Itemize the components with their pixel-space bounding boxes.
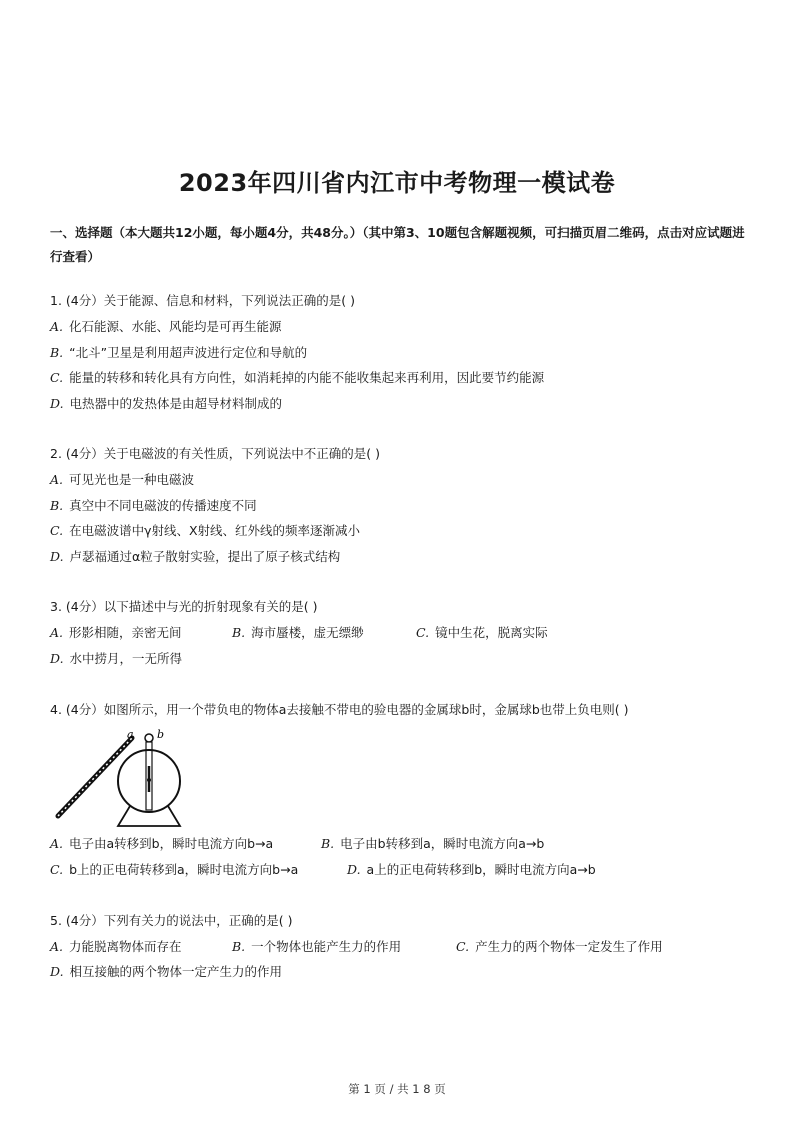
section-heading: 一、选择题（本大题共12小题，每小题4分，共48分。）（其中第3、10题包含解题视频，可扫描页眉二维码，点击对应试题进行查看） bbox=[50, 225, 745, 264]
option-letter: B. bbox=[321, 836, 335, 851]
option-text: 海市蜃楼，虚无缥缈 bbox=[251, 625, 364, 640]
q2-option-d bbox=[50, 548, 340, 566]
option-letter: D. bbox=[50, 651, 64, 666]
label-a: a bbox=[127, 728, 134, 741]
option-text: 形影相随，亲密无间 bbox=[69, 625, 182, 640]
option-letter: A. bbox=[50, 625, 64, 640]
question-2-stem: 2. (4分）关于电磁波的有关性质，下列说法中不正确的是( ) bbox=[50, 446, 380, 461]
electroscope-diagram bbox=[50, 726, 200, 830]
q2-option-b bbox=[50, 497, 257, 515]
option-text: 水中捞月，一无所得 bbox=[69, 651, 183, 666]
option-text: 一个物体也能产生力的作用 bbox=[251, 939, 402, 954]
option-text: 能量的转移和转化具有方向性，如消耗掉的内能不能收集起来再利用，因此要节约能源 bbox=[69, 370, 545, 385]
option-letter: C. bbox=[456, 939, 470, 954]
option-text: 电子由a转移到b，瞬时电流方向b→a bbox=[69, 836, 274, 851]
q3-option-d bbox=[50, 650, 182, 668]
option-text: 产生力的两个物体一定发生了作用 bbox=[475, 939, 663, 954]
option-text: 相互接触的两个物体一定产生力的作用 bbox=[69, 964, 283, 979]
option-text: b上的正电荷转移到a，瞬时电流方向b→a bbox=[69, 862, 299, 877]
option-text: 化石能源、水能、风能均是可再生能源 bbox=[69, 319, 282, 334]
question-1-stem: 1. (4分）关于能源、信息和材料，下列说法正确的是( ) bbox=[50, 293, 355, 308]
option-text: “北斗”卫星是利用超声波进行定位和导航的 bbox=[69, 345, 308, 360]
pivot bbox=[147, 778, 151, 782]
q1-option-a bbox=[50, 318, 282, 336]
option-letter: C. bbox=[50, 862, 64, 877]
page-title: 2023年四川省内江市中考物理一模试卷 bbox=[178, 169, 616, 197]
option-text: 可见光也是一种电磁波 bbox=[69, 472, 195, 487]
q2-option-c bbox=[50, 522, 360, 540]
option-letter: D. bbox=[50, 396, 64, 411]
option-letter: A. bbox=[50, 472, 64, 487]
option-letter: B. bbox=[232, 939, 246, 954]
q3-option-a bbox=[50, 624, 182, 642]
q5-option-d bbox=[50, 963, 282, 981]
q2-option-a bbox=[50, 471, 194, 489]
label-b: b bbox=[157, 728, 165, 741]
page-footer: 第 1 页 / 共 1 8 页 bbox=[348, 1082, 446, 1096]
option-letter: D. bbox=[347, 862, 361, 877]
option-text: 镜中生花，脱离实际 bbox=[435, 625, 548, 640]
option-letter: D. bbox=[50, 549, 64, 564]
q5-option-a bbox=[50, 938, 182, 956]
option-letter: C. bbox=[416, 625, 430, 640]
option-text: 卢瑟福通过α粒子散射实验，提出了原子核式结构 bbox=[69, 549, 341, 564]
q1-option-b bbox=[50, 344, 307, 362]
q4-option-d bbox=[347, 861, 596, 879]
q4-option-b bbox=[321, 835, 544, 853]
metal-ball bbox=[145, 734, 153, 742]
electroscope-figure bbox=[50, 726, 200, 830]
option-letter: D. bbox=[50, 964, 64, 979]
option-text: 电子由b转移到a，瞬时电流方向a→b bbox=[340, 836, 545, 851]
option-letter: A. bbox=[50, 939, 64, 954]
option-letter: C. bbox=[50, 523, 64, 538]
option-text: 真空中不同电磁波的传播速度不同 bbox=[69, 498, 257, 513]
question-4-stem: 4. (4分）如图所示，用一个带负电的物体a去接触不带电的验电器的金属球b时，金属球b也带上负电则( ) bbox=[50, 702, 629, 717]
q5-option-c bbox=[456, 938, 663, 956]
option-text: 力能脱离物体而存在 bbox=[69, 939, 182, 954]
q4-option-a bbox=[50, 835, 273, 853]
q1-option-c bbox=[50, 369, 544, 387]
option-letter: A. bbox=[50, 319, 64, 334]
q1-option-d bbox=[50, 395, 282, 413]
option-text: 在电磁波谱中γ射线、X射线、红外线的频率逐渐减小 bbox=[69, 523, 361, 538]
option-letter: C. bbox=[50, 370, 64, 385]
q3-option-b bbox=[232, 624, 364, 642]
option-letter: A. bbox=[50, 836, 64, 851]
option-text: a上的正电荷转移到b，瞬时电流方向a→b bbox=[366, 862, 596, 877]
option-text: 电热器中的发热体是由超导材料制成的 bbox=[69, 396, 283, 411]
question-5-stem: 5. (4分）下列有关力的说法中，正确的是( ) bbox=[50, 913, 293, 928]
q5-option-b bbox=[232, 938, 401, 956]
option-letter: B. bbox=[50, 498, 64, 513]
option-letter: B. bbox=[232, 625, 246, 640]
q3-option-c bbox=[416, 624, 548, 642]
q4-option-c bbox=[50, 861, 298, 879]
question-3-stem: 3. (4分）以下描述中与光的折射现象有关的是( ) bbox=[50, 599, 318, 614]
option-letter: B. bbox=[50, 345, 64, 360]
